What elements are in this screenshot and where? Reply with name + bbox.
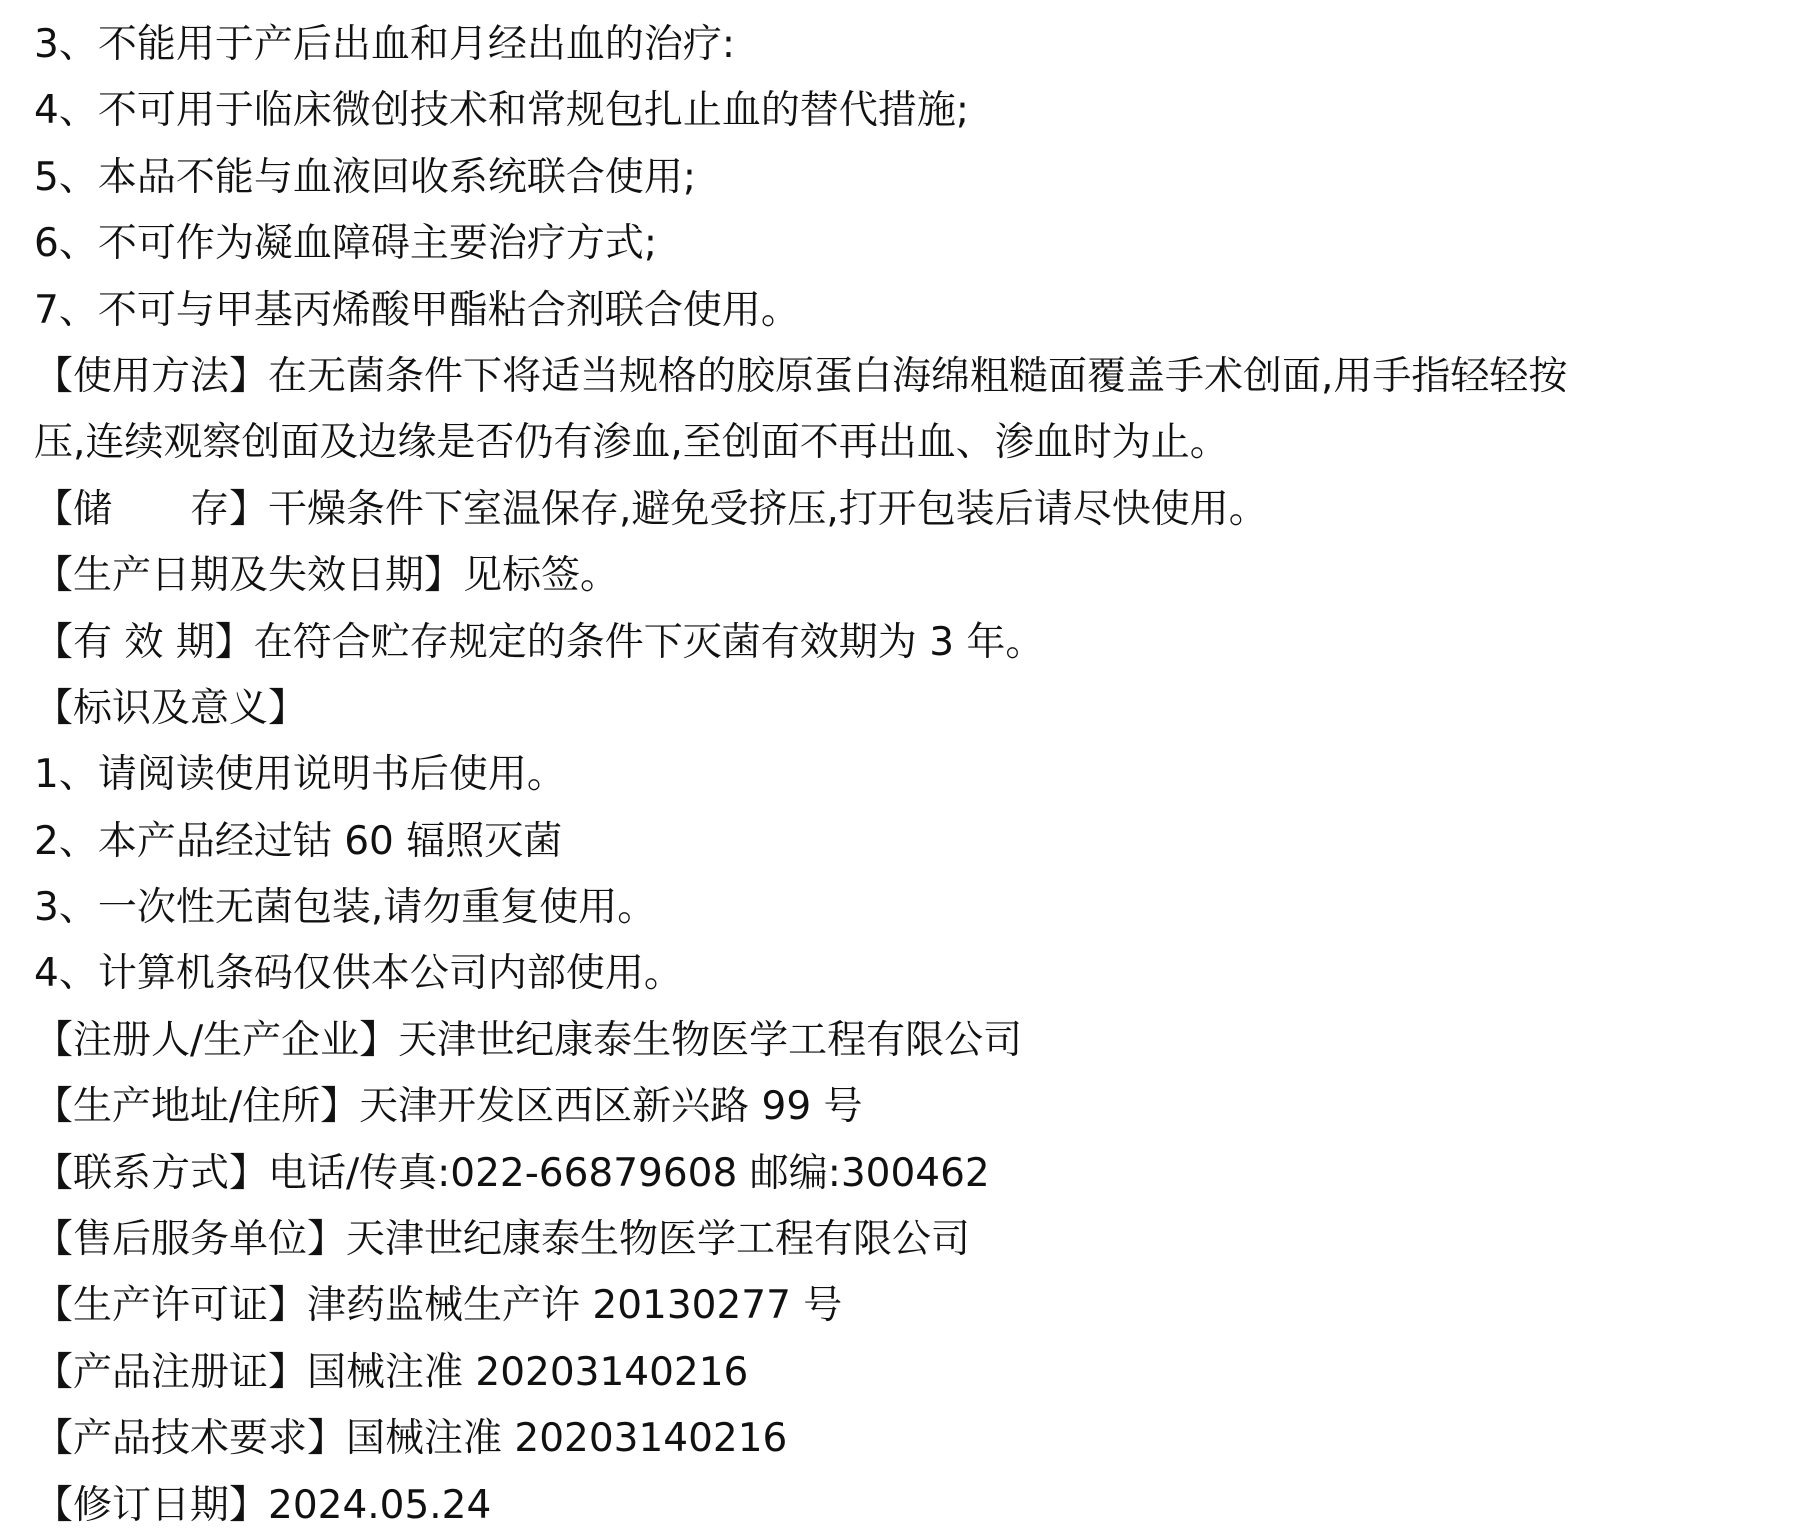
symbol-item-4: 4、计算机条码仅供本公司内部使用。 — [34, 951, 683, 997]
validity-period-section: 【有 效 期】在符合贮存规定的条件下灭菌有效期为 3 年。 — [34, 619, 1045, 665]
after-sales-service: 【售后服务单位】天津世纪康泰生物医学工程有限公司 — [34, 1217, 971, 1263]
document-body — [34, 12, 1794, 1539]
contraindication-6: 6、不可作为凝血障碍主要治疗方式; — [34, 221, 657, 267]
production-license: 【生产许可证】津药监械生产许 20130277 号 — [34, 1283, 843, 1329]
symbol-item-3: 3、一次性无菌包装,请勿重复使用。 — [34, 885, 657, 931]
symbols-heading: 【标识及意义】 — [34, 685, 308, 731]
contraindication-3: 3、不能用于产后出血和月经出血的治疗: — [34, 22, 735, 67]
usage-method-line-1: 【使用方法】在无菌条件下将适当规格的胶原蛋白海绵粗糙面覆盖手术创面,用手指轻轻按 — [34, 353, 1568, 399]
production-address: 【生产地址/住所】天津开发区西区新兴路 99 号 — [34, 1084, 863, 1130]
revision-date: 【修订日期】2024.05.24 — [34, 1482, 492, 1528]
production-expiry-date-section: 【生产日期及失效日期】见标签。 — [34, 553, 620, 599]
registration-certificate: 【产品注册证】国械注准 20203140216 — [34, 1349, 749, 1395]
contraindication-4: 4、不可用于临床微创技术和常规包扎止血的替代措施; — [34, 88, 969, 134]
technical-requirements: 【产品技术要求】国械注准 20203140216 — [34, 1416, 788, 1462]
contact-info: 【联系方式】电话/传真:022-66879608 邮编:300462 — [34, 1150, 990, 1196]
contraindication-7: 7、不可与甲基丙烯酸甲酯粘合剂联合使用。 — [34, 287, 800, 333]
symbol-item-2: 2、本产品经过钴 60 辐照灭菌 — [34, 818, 563, 864]
contraindication-5: 5、本品不能与血液回收系统联合使用; — [34, 154, 696, 200]
usage-method-line-2: 压,连续观察创面及边缘是否仍有渗血,至创面不再出血、渗血时为止。 — [34, 420, 1229, 466]
registrant-manufacturer: 【注册人/生产企业】天津世纪康泰生物医学工程有限公司 — [34, 1017, 1023, 1063]
symbol-item-1: 1、请阅读使用说明书后使用。 — [34, 752, 566, 798]
storage-section: 【储 存】干燥条件下室温保存,避免受挤压,打开包装后请尽快使用。 — [34, 486, 1268, 532]
